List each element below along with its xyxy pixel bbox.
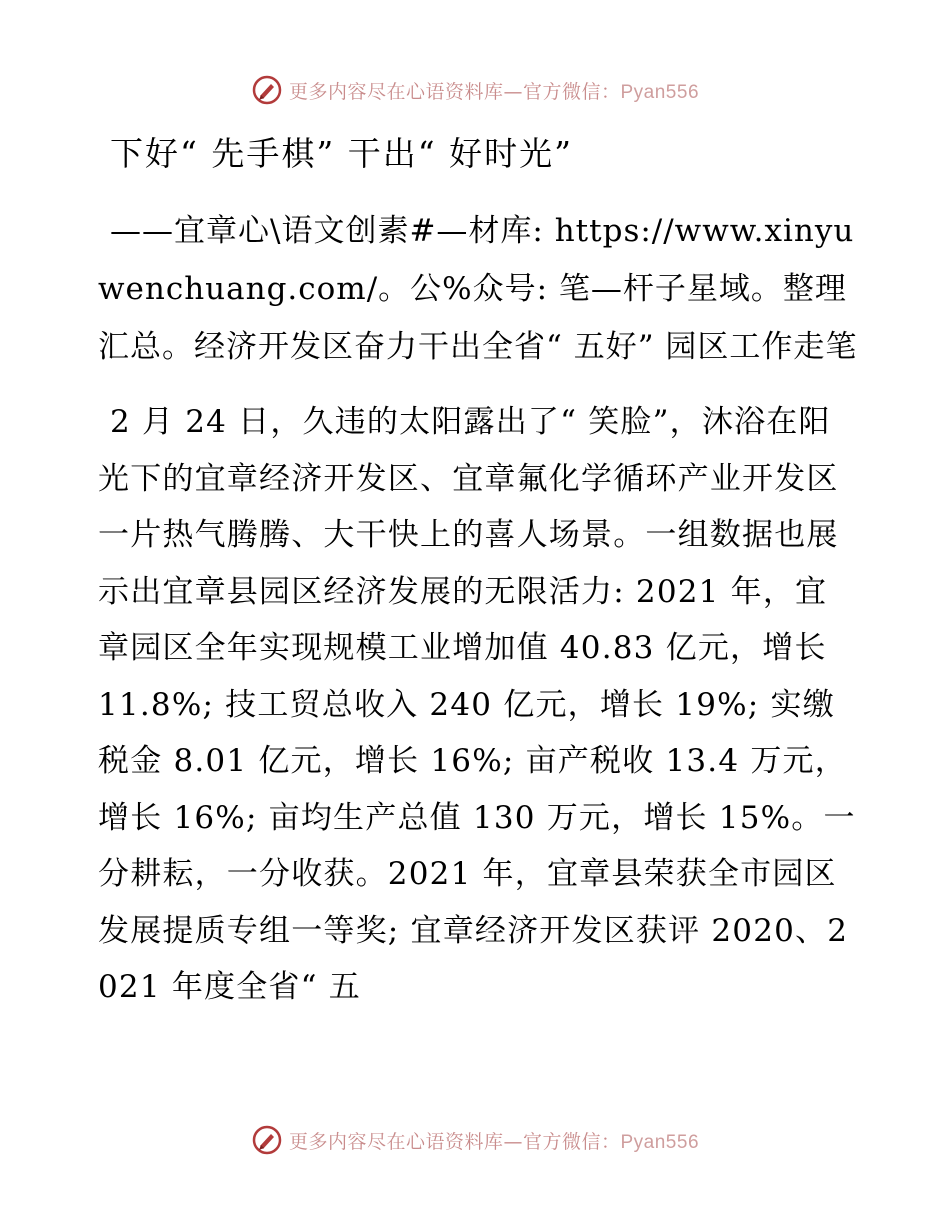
watermark-wechat-label: 官方微信： <box>522 1130 621 1153</box>
header-watermark <box>0 70 950 110</box>
pen-logo-icon <box>251 1124 283 1156</box>
watermark-label: 更多内容尽在心语资料库 <box>288 1130 504 1153</box>
watermark-wechat-id: Pyan556 <box>620 1131 700 1153</box>
document-subtitle: ——宜章心\语文创素#—材库: https://www.xinyuwenchuang.com/。公%众号: 笔—杆子星域。整理汇总。经济开发区奋力干出全省“ 五好” 园区工作走笔 <box>98 213 858 365</box>
document-body <box>98 120 858 1016</box>
watermark-wechat-label: 官方微信： <box>522 80 621 103</box>
watermark-separator: — <box>503 1130 523 1153</box>
footer-watermark <box>0 1120 950 1160</box>
document-title: 下好“ 先手棋” 干出“ 好时光” <box>110 134 573 173</box>
watermark-label: 更多内容尽在心语资料库 <box>288 80 504 103</box>
pen-logo-icon <box>251 74 283 106</box>
watermark-separator: — <box>503 80 523 103</box>
watermark-text <box>289 1127 699 1154</box>
document-paragraph: 2 月 24 日，久违的太阳露出了“ 笑脸”，沐浴在阳光下的宜章经济开发区、宜章氟化学循环产业开发区一片热气腾腾、大干快上的喜人场景。一组数据也展示出宜章县园区经济发展的无限活力: 2021 年，宜章园区全年实现规模工业增加值 40.83 亿元，增长 11.8%; 技工贸总收入 240 亿元，增长 19%; 实缴税金 8.01 亿元，增长 16%; 亩产税收 13.4 万元，增长 16%; 亩均生产总值 130 万元，增长 15%。一分耕耘，一分收获。2021 年，宜章县荣获全市园区发展提质专组一等奖; 宜章经济开发区获评 2020、2021 年度全省“ 五 <box>98 404 856 1005</box>
watermark-wechat-id: Pyan556 <box>620 81 700 103</box>
watermark-text <box>289 77 699 104</box>
